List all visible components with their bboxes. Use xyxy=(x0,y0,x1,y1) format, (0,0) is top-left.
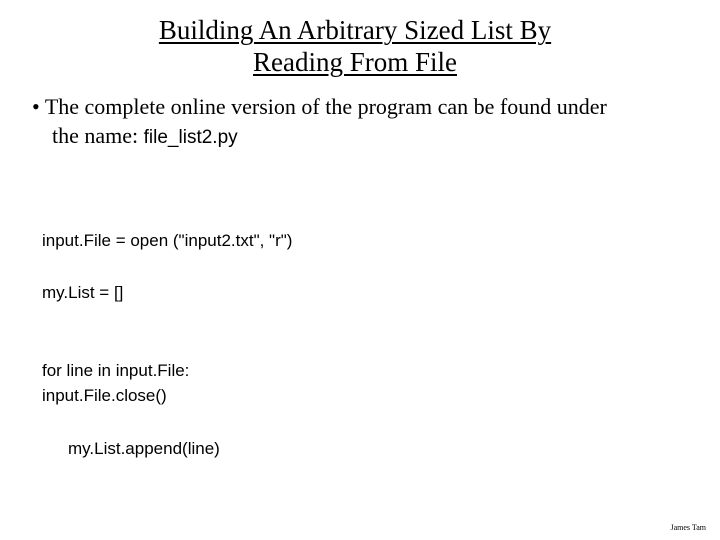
program-filename: file_list2.py xyxy=(143,127,238,148)
bullet-point xyxy=(32,92,702,152)
code-line: input.File = open ("input2.txt", "r") xyxy=(42,231,293,250)
code-line: input.File.close() xyxy=(42,386,167,405)
slide-title xyxy=(0,14,710,78)
bullet-symbol: • xyxy=(32,94,40,119)
bullet-line-2 xyxy=(32,121,702,152)
author-credit: James Tam xyxy=(670,523,706,532)
title-line-2: Reading From File xyxy=(253,47,457,77)
bullet-prefix: the name: xyxy=(52,123,139,148)
code-line: my.List = [] xyxy=(42,283,124,302)
title-line-1: Building An Arbitrary Sized List By xyxy=(158,15,552,45)
code-block-close-file xyxy=(42,331,167,435)
bullet-line-1 xyxy=(32,92,702,121)
code-line: for line in input.File: xyxy=(42,361,190,380)
code-line-indented: my.List.append(line) xyxy=(68,439,220,458)
bullet-text: The complete online version of the program can be found under xyxy=(44,94,607,119)
